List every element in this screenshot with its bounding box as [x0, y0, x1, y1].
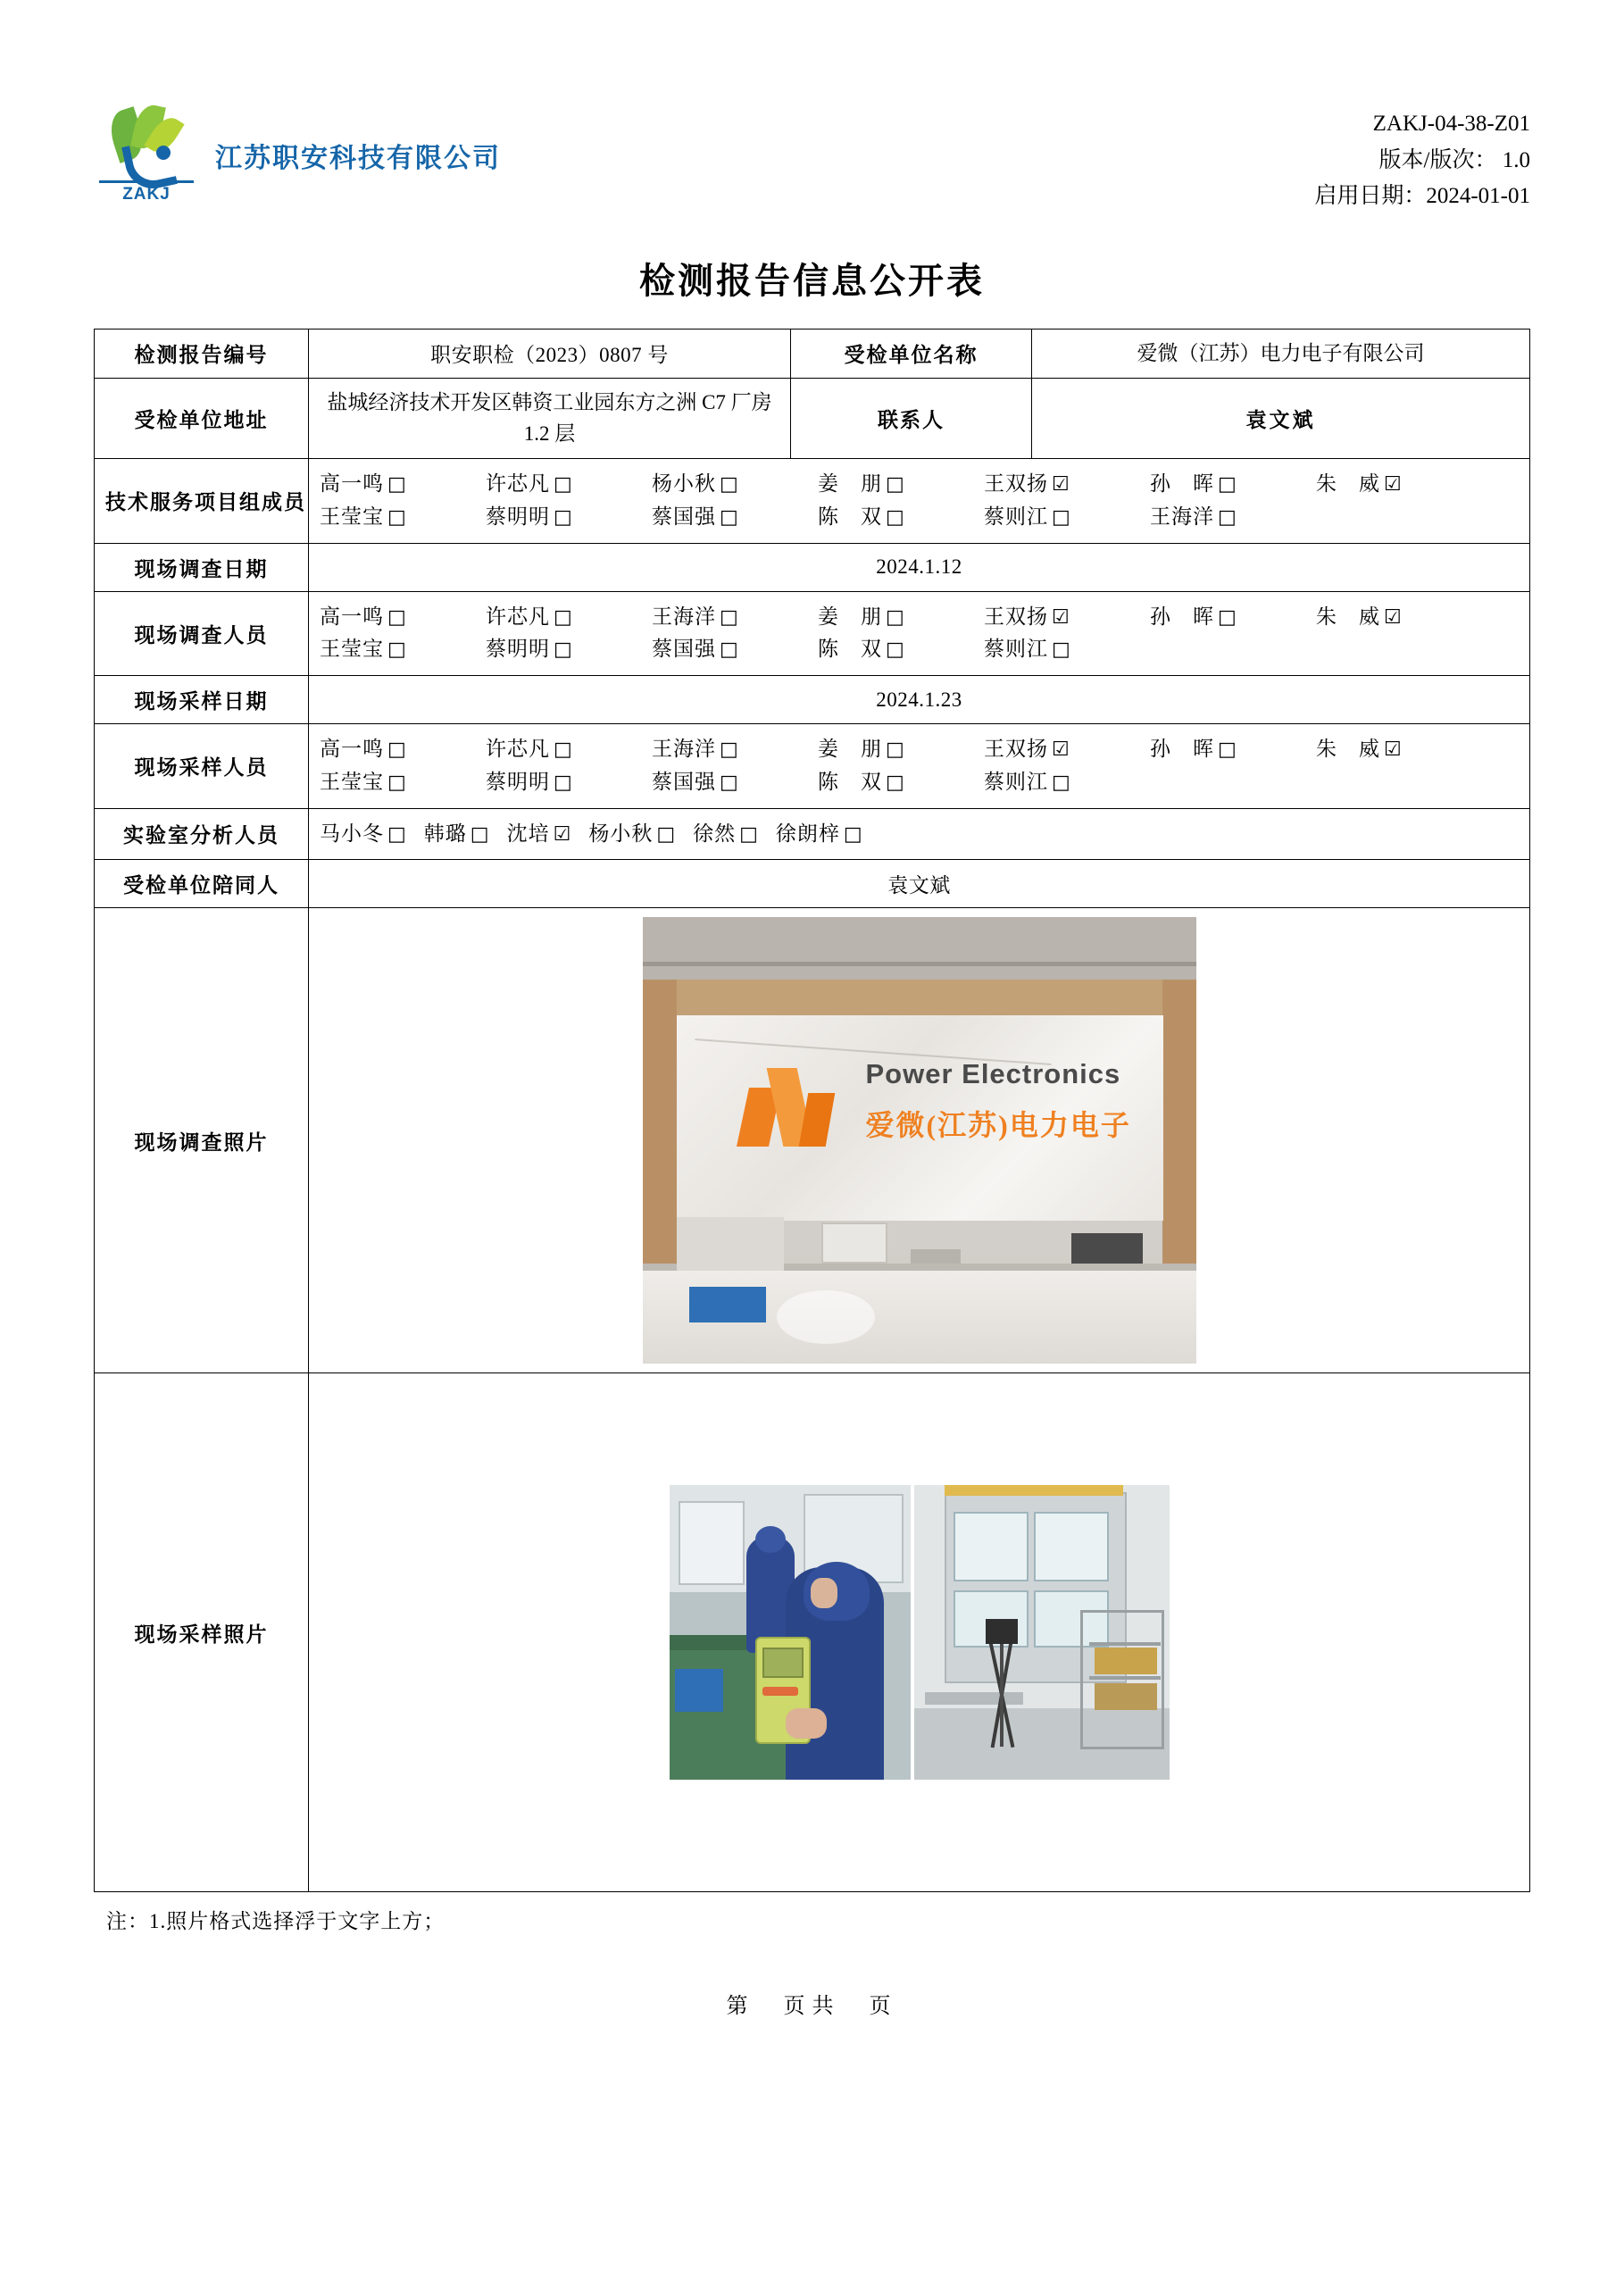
unchecked-box-icon[interactable]: □ [554, 605, 572, 629]
contact-value: 袁文斌 [1032, 379, 1530, 459]
table-row [95, 591, 1530, 676]
report-no-value: 职安职检（2023）0807 号 [309, 329, 791, 379]
person-name: 蔡明明 [486, 505, 550, 528]
unchecked-box-icon[interactable]: □ [554, 505, 572, 529]
person-name: 朱 威 [1316, 605, 1380, 628]
person-checkbox-item[interactable] [652, 601, 812, 634]
unchecked-box-icon[interactable]: □ [720, 771, 738, 794]
person-checkbox-item[interactable] [486, 766, 646, 799]
sampling-date-value: 2024.1.23 [309, 676, 1530, 724]
table-row [95, 329, 1530, 379]
person-checkbox-item[interactable] [1316, 468, 1477, 501]
table-row [95, 908, 1530, 1373]
person-name: 王海洋 [652, 605, 716, 628]
page-title: 检测报告信息公开表 [639, 260, 985, 301]
unchecked-box-icon[interactable]: □ [886, 638, 904, 662]
unchecked-box-icon[interactable]: □ [1052, 771, 1070, 794]
person-name: 马小冬 [320, 822, 384, 845]
person-checkbox-item[interactable] [424, 818, 489, 851]
person-name: 高一鸣 [320, 738, 384, 760]
person-name: 王莹宝 [320, 638, 384, 661]
sampling-photo-group [670, 1485, 1170, 1780]
person-checkbox-item[interactable] [486, 501, 646, 534]
person-name: 蔡明明 [486, 770, 550, 793]
person-name: 杨小秋 [588, 822, 654, 845]
person-name: 许芯凡 [486, 472, 550, 495]
sampling-staff-list [320, 733, 1519, 799]
person-checkbox-item[interactable] [652, 733, 812, 766]
person-name: 王双扬 [984, 472, 1048, 495]
person-checkbox-item[interactable] [486, 601, 646, 634]
unchecked-box-icon[interactable]: □ [720, 605, 738, 629]
document-header [94, 103, 1530, 215]
company-logo-icon [94, 103, 199, 208]
person-checkbox-item[interactable] [486, 633, 646, 666]
person-name: 王莹宝 [320, 505, 384, 528]
person-name: 孙 晖 [1150, 605, 1214, 628]
wall-sign-chinese: 爱微(江苏)电力电子 [865, 1109, 1131, 1142]
unchecked-box-icon[interactable]: □ [387, 505, 406, 529]
checked-box-icon[interactable]: ☑ [1052, 605, 1070, 629]
person-name: 蔡国强 [652, 505, 716, 528]
table-row [95, 724, 1530, 809]
person-name: 高一鸣 [320, 472, 384, 495]
unchecked-box-icon[interactable]: □ [886, 605, 904, 629]
person-checkbox-item[interactable] [652, 501, 812, 534]
person-checkbox-item[interactable] [1316, 733, 1477, 766]
unchecked-box-icon[interactable]: □ [554, 638, 572, 662]
checked-box-icon[interactable]: ☑ [1052, 738, 1070, 761]
person-checkbox-item[interactable] [652, 766, 812, 799]
person-name: 陈 双 [818, 770, 882, 793]
person-name: 孙 晖 [1150, 472, 1214, 495]
person-name: 蔡则江 [984, 638, 1048, 661]
survey-staff-label: 现场调查人员 [95, 591, 309, 676]
person-name: 王莹宝 [320, 770, 384, 793]
report-info-table [94, 329, 1530, 1893]
lab-staff-list [320, 818, 1519, 851]
sampling-staff-label: 现场采样人员 [95, 724, 309, 809]
table-row [95, 459, 1530, 544]
doc-code: ZAKJ-04-38-Z01 [1372, 112, 1530, 136]
person-name: 徐然 [693, 822, 737, 845]
person-checkbox-item[interactable] [320, 601, 480, 634]
person-checkbox-item[interactable] [818, 733, 979, 766]
person-name: 高一鸣 [320, 605, 384, 628]
person-checkbox-item[interactable] [818, 633, 979, 666]
person-name: 蔡明明 [486, 638, 550, 661]
person-checkbox-item[interactable] [320, 818, 406, 851]
person-name: 蔡国强 [652, 770, 716, 793]
doc-effective-date: 启用日期：2024-01-01 [1314, 184, 1530, 208]
unchecked-box-icon[interactable]: □ [720, 738, 738, 761]
table-row [95, 808, 1530, 860]
unchecked-box-icon[interactable]: □ [1218, 605, 1237, 629]
person-name: 朱 威 [1316, 472, 1380, 495]
checked-box-icon[interactable]: ☑ [553, 822, 571, 846]
unchecked-box-icon[interactable]: □ [886, 505, 904, 529]
person-name: 王海洋 [652, 738, 716, 760]
report-no-label: 检测报告编号 [95, 329, 309, 379]
survey-photo-image [643, 917, 1196, 1364]
table-row [95, 379, 1530, 459]
doc-version: 版本/版次： 1.0 [1378, 147, 1530, 172]
person-name: 王双扬 [984, 738, 1048, 760]
unchecked-box-icon[interactable]: □ [1218, 473, 1237, 496]
person-name: 蔡国强 [652, 638, 716, 661]
brand-block [94, 103, 501, 208]
person-checkbox-item[interactable] [984, 601, 1145, 634]
person-checkbox-item[interactable] [1150, 601, 1311, 634]
unchecked-box-icon[interactable]: □ [554, 738, 572, 761]
person-name: 姜 朋 [818, 605, 882, 628]
checked-box-icon[interactable]: ☑ [1384, 738, 1402, 761]
unchecked-box-icon[interactable]: □ [886, 473, 904, 496]
unchecked-box-icon[interactable]: □ [387, 771, 406, 794]
person-checkbox-item[interactable] [818, 501, 979, 534]
person-checkbox-item[interactable] [320, 766, 480, 799]
person-checkbox-item[interactable] [818, 766, 979, 799]
survey-photo-cell [309, 908, 1530, 1373]
unchecked-box-icon[interactable]: □ [387, 605, 406, 629]
person-name: 韩璐 [423, 822, 467, 845]
client-label: 受检单位名称 [791, 329, 1032, 379]
person-checkbox-item[interactable] [818, 601, 979, 634]
table-row [95, 543, 1530, 591]
sampling-date-label: 现场采样日期 [95, 676, 309, 724]
person-name: 孙 晖 [1150, 738, 1214, 760]
team-members-list [320, 468, 1519, 534]
page-footer: 第 页共 页 [726, 1995, 898, 2019]
unchecked-box-icon[interactable]: □ [387, 822, 406, 846]
person-checkbox-item[interactable] [984, 501, 1145, 534]
survey-date-value: 2024.1.12 [309, 543, 1530, 591]
lab-staff-label: 实验室分析人员 [95, 808, 309, 860]
sampling-photo-right [914, 1485, 1170, 1780]
unchecked-box-icon[interactable]: □ [1218, 738, 1237, 761]
person-name: 朱 威 [1316, 738, 1380, 760]
person-checkbox-item[interactable] [984, 766, 1145, 799]
sampling-staff-cell [309, 724, 1530, 809]
company-name: 江苏职安科技有限公司 [215, 144, 501, 173]
unchecked-box-icon[interactable]: □ [886, 738, 904, 761]
unchecked-box-icon[interactable]: □ [843, 822, 862, 846]
contact-label: 联系人 [791, 379, 1032, 459]
person-name: 许芯凡 [486, 738, 550, 760]
header-meta [1314, 103, 1530, 215]
person-name: 陈 双 [818, 638, 882, 661]
person-name: 徐朗梓 [775, 822, 840, 845]
survey-date-label: 现场调查日期 [95, 543, 309, 591]
address-value: 盐城经济技术开发区韩资工业园东方之洲 C7 厂房 1.2 层 [309, 379, 791, 459]
person-name: 陈 双 [818, 505, 882, 528]
sampling-photo-label: 现场采样照片 [95, 1373, 309, 1892]
person-checkbox-item[interactable] [984, 733, 1145, 766]
client-value: 爱微（江苏）电力电子有限公司 [1032, 329, 1530, 379]
person-name: 王海洋 [1150, 505, 1214, 528]
person-checkbox-item[interactable] [984, 633, 1145, 666]
person-checkbox-item[interactable] [320, 501, 480, 534]
person-checkbox-item[interactable] [1150, 501, 1311, 534]
person-checkbox-item[interactable] [984, 468, 1145, 501]
checked-box-icon[interactable]: ☑ [1384, 473, 1402, 496]
sampling-photo-cell [309, 1373, 1530, 1892]
unchecked-box-icon[interactable]: □ [387, 473, 406, 496]
table-row [95, 1373, 1530, 1892]
unchecked-box-icon[interactable]: □ [470, 822, 489, 846]
unchecked-box-icon[interactable]: □ [1218, 505, 1237, 529]
person-checkbox-item[interactable] [320, 633, 480, 666]
person-checkbox-item[interactable] [486, 733, 646, 766]
unchecked-box-icon[interactable]: □ [554, 771, 572, 794]
person-checkbox-item[interactable] [1150, 468, 1311, 501]
team-label: 技术服务项目组成员 [95, 459, 309, 544]
unchecked-box-icon[interactable]: □ [739, 822, 758, 846]
unchecked-box-icon[interactable]: □ [387, 738, 406, 761]
unchecked-box-icon[interactable]: □ [554, 473, 572, 496]
sampling-photo-left [670, 1485, 911, 1780]
person-checkbox-item[interactable] [320, 468, 480, 501]
person-checkbox-item[interactable] [320, 733, 480, 766]
person-name: 蔡则江 [984, 770, 1048, 793]
unchecked-box-icon[interactable]: □ [387, 638, 406, 662]
lab-staff-cell [309, 808, 1530, 860]
person-checkbox-item[interactable] [776, 818, 862, 851]
person-checkbox-item[interactable] [588, 818, 675, 851]
person-name: 姜 朋 [818, 472, 882, 495]
unchecked-box-icon[interactable]: □ [656, 822, 676, 846]
unchecked-box-icon[interactable]: □ [1052, 638, 1070, 662]
unchecked-box-icon[interactable]: □ [886, 771, 904, 794]
unchecked-box-icon[interactable]: □ [720, 505, 738, 529]
person-name: 姜 朋 [818, 738, 882, 760]
person-checkbox-item[interactable] [1150, 733, 1311, 766]
unchecked-box-icon[interactable]: □ [720, 473, 738, 496]
table-note: 注：1.照片格式选择浮于文字上方； [106, 1910, 446, 1933]
unchecked-box-icon[interactable]: □ [720, 638, 738, 662]
person-checkbox-item[interactable] [818, 468, 979, 501]
survey-staff-cell [309, 591, 1530, 676]
logo-text: ZAKJ [122, 185, 171, 204]
person-name: 蔡则江 [984, 505, 1048, 528]
person-name: 杨小秋 [652, 472, 716, 495]
table-row [95, 676, 1530, 724]
address-label: 受检单位地址 [95, 379, 309, 459]
escort-value: 袁文斌 [309, 860, 1530, 908]
survey-staff-list [320, 601, 1519, 667]
person-checkbox-item[interactable] [486, 468, 646, 501]
person-name: 许芯凡 [486, 605, 550, 628]
team-members-cell [309, 459, 1530, 544]
unchecked-box-icon[interactable]: □ [1052, 505, 1070, 529]
table-row [95, 860, 1530, 908]
checked-box-icon[interactable]: ☑ [1052, 473, 1070, 496]
wall-sign-english: Power Electronics [865, 1058, 1121, 1090]
person-checkbox-item[interactable] [507, 818, 571, 851]
person-checkbox-item[interactable] [652, 468, 812, 501]
person-checkbox-item[interactable] [652, 633, 812, 666]
person-checkbox-item[interactable] [1316, 601, 1477, 634]
checked-box-icon[interactable]: ☑ [1384, 605, 1402, 629]
person-name: 沈培 [506, 822, 550, 845]
person-checkbox-item[interactable] [693, 818, 758, 851]
survey-photo-label: 现场调查照片 [95, 908, 309, 1373]
escort-label: 受检单位陪同人 [95, 860, 309, 908]
person-name: 王双扬 [984, 605, 1048, 628]
